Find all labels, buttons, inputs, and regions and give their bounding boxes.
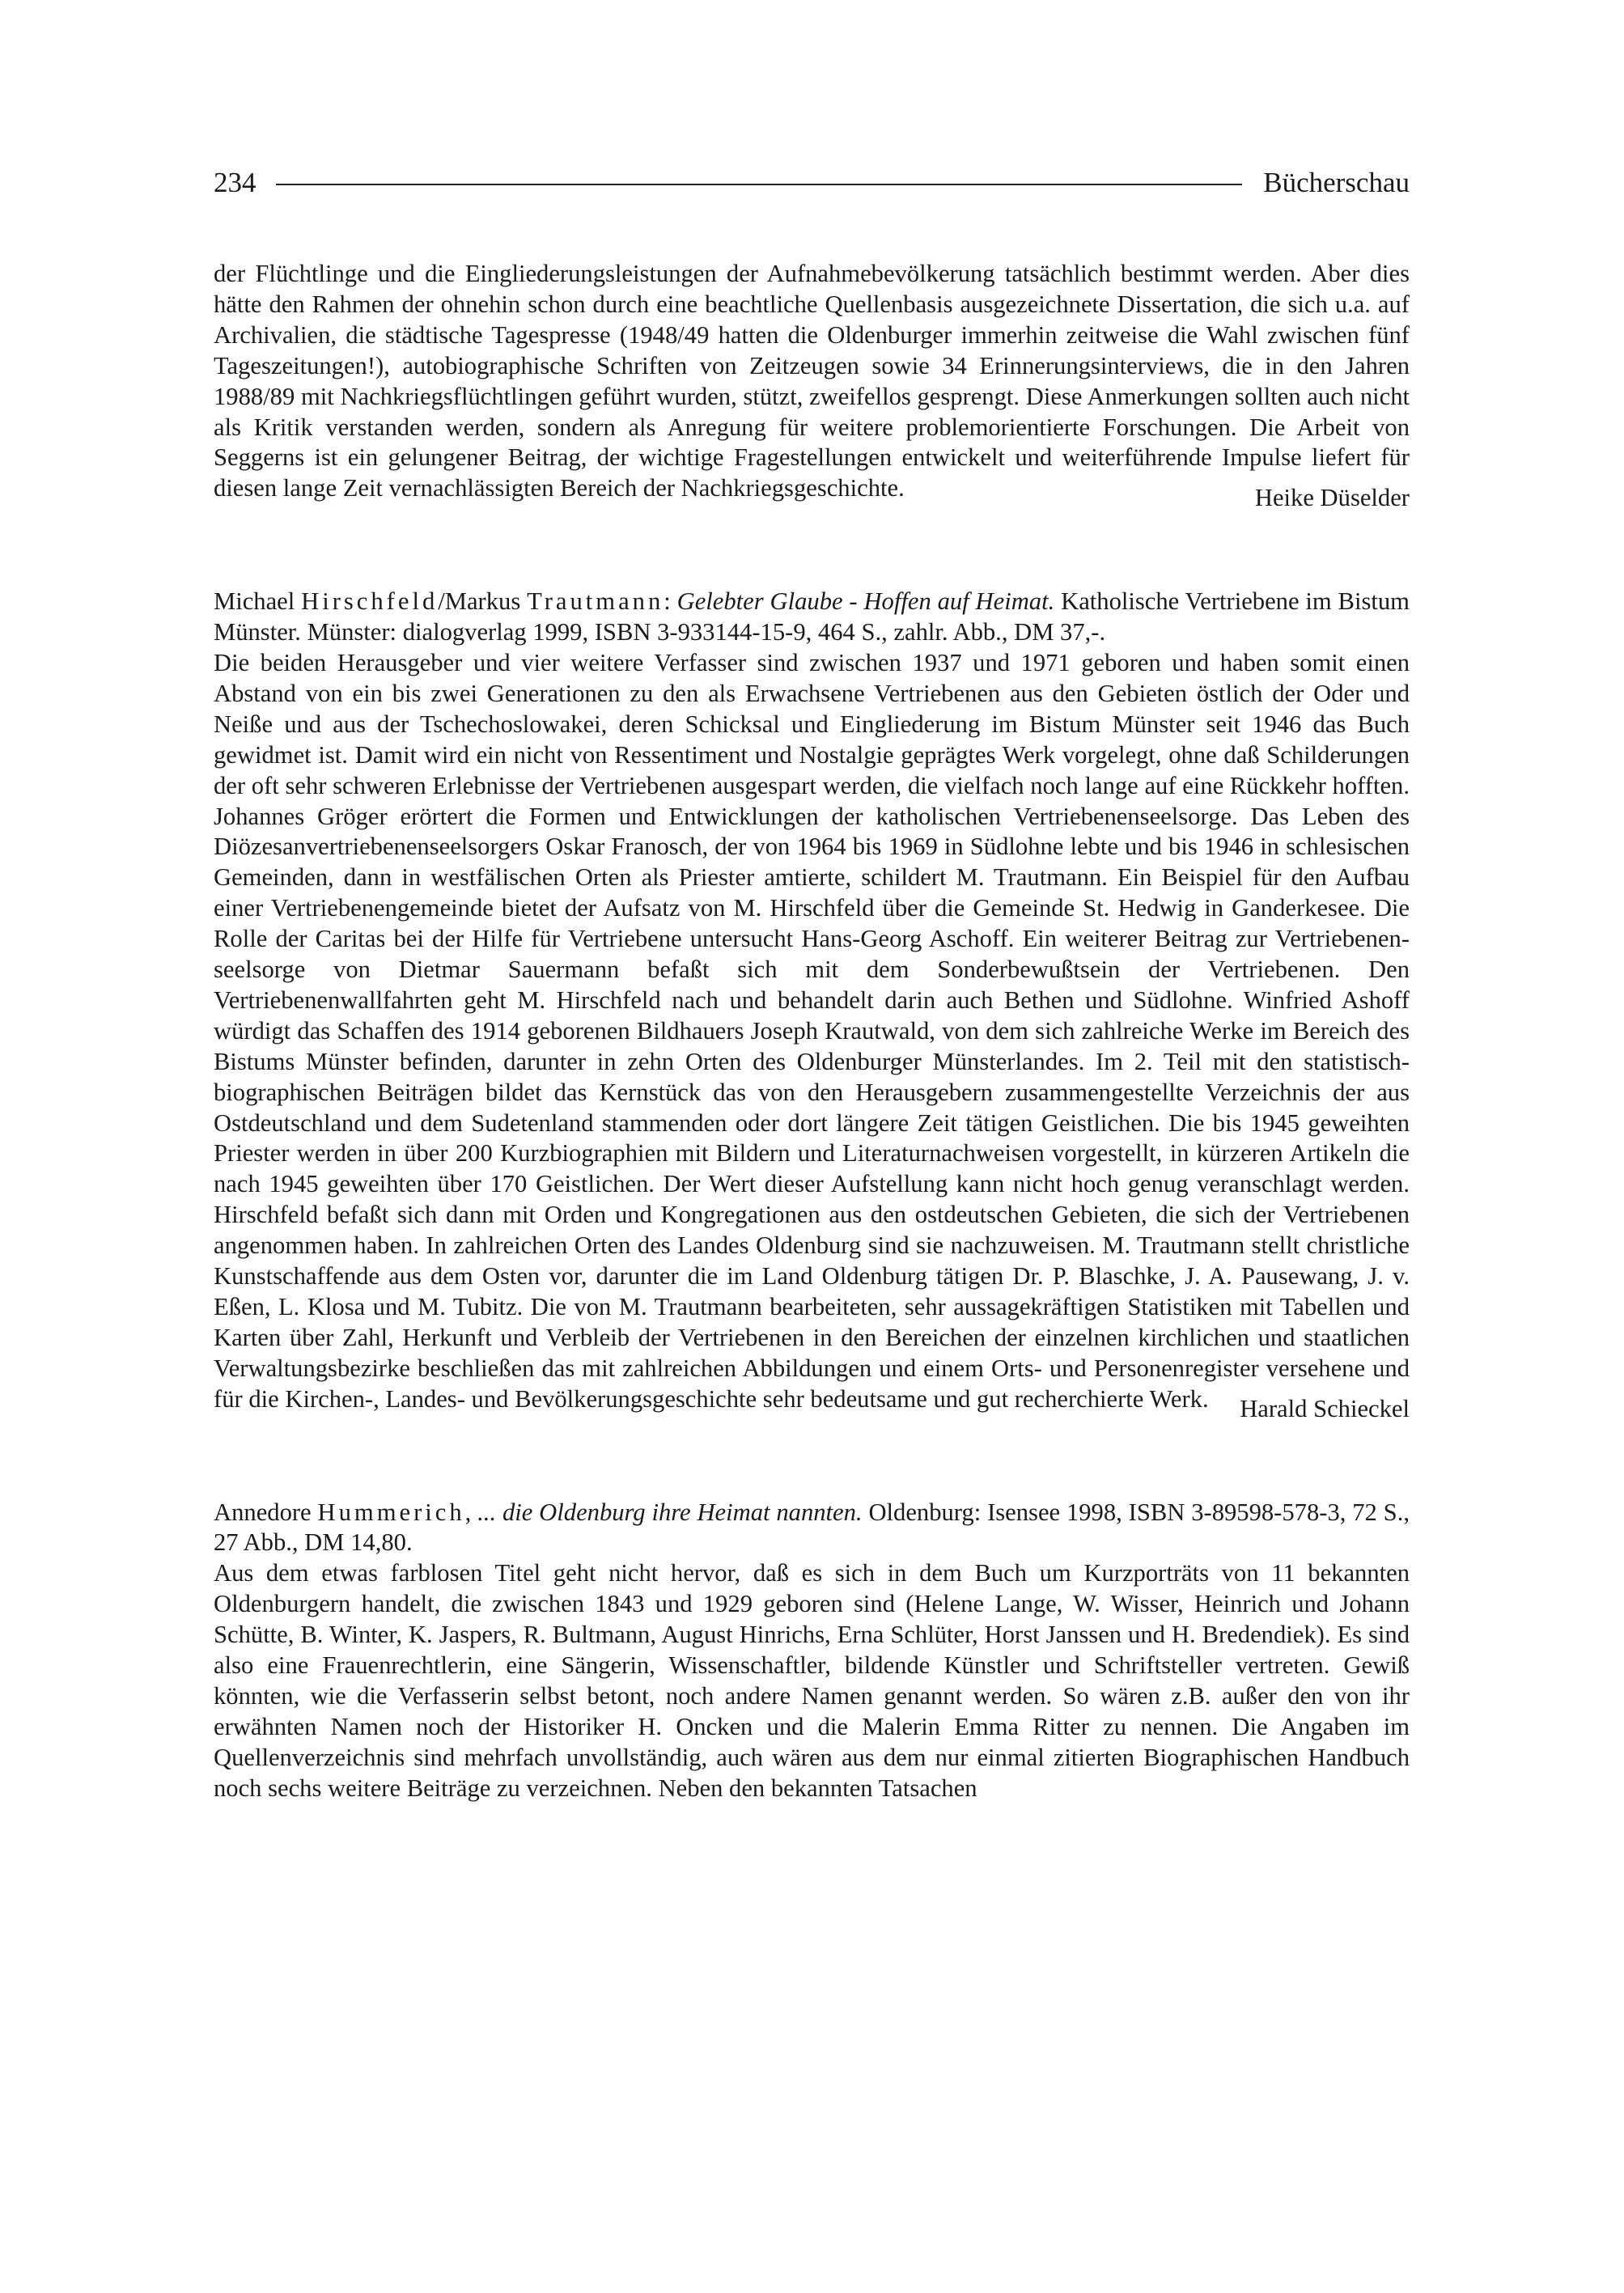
running-head bbox=[214, 159, 1410, 207]
header-rule bbox=[276, 184, 1243, 185]
book-title: Gelebter Glaube - Hoffen auf Heimat. bbox=[676, 587, 1055, 616]
book-details: Oldenburg: Isensee 1998, ISBN 3-89598-578-3, 72 S., 27 Abb., DM 14,80. bbox=[214, 1498, 1410, 1557]
page bbox=[214, 159, 1410, 1804]
author-last-name: Hummerich bbox=[317, 1498, 465, 1526]
reviewer-signature: Harald Schieckel bbox=[1240, 1394, 1410, 1422]
review-body: Die beiden Herausgeber und vier weitere Verfasser sind zwischen 1937 und 1971 geboren und haben somit einen Abstand von ein bis zwei Generationen zu den als Erwachsene Vertriebenen aus den Gebieten östlich der Oder und Neiße und aus der Tschechoslowakei, deren Schicksal und Eingliederung im Bistum Münster seit 1946 das Buch gewidmet ist. Damit wird ein nicht von Ressentiment und Nostalgie geprägtes Werk vorgelegt, ohne daß Schilderungen der oft sehr schweren Erlebnisse der Vertriebenen ausgespart werden, die vielfach noch lange auf eine Rückkehr hofften. Johannes Gröger erörtert die Formen und Entwicklungen der katholischen Vertriebenenseelsorge. Das Leben des Diözesanvertriebenenseelsorgers Oskar Franosch, der von 1964 bis 1969 in Südlohne lebte und bis 1946 in schlesischen Gemeinden, dann in westfälischen Orten als Priester amtierte, schildert M. Trautmann. Ein Beispiel für den Aufbau einer Vertriebenengemeinde bietet der Aufsatz von M. Hirschfeld über die Gemeinde St. Hedwig in Ganderkesee. Die Rolle der Caritas bei der Hilfe für Vertriebene untersucht Hans-Georg Aschoff. Ein weiterer Beitrag zur Vertriebenenseelsorge von Dietmar Sauermann befaßt sich mit dem Sonderbewußtsein der Vertriebenen. Den Vertriebenenwallfahrten geht M. Hirschfeld nach und behandelt darin auch Bethen und Südlohne. Winfried Ashoff würdigt das Schaffen des 1914 geborenen Bildhauers Joseph Krautwald, von dem sich zahlreiche Werke im Bereich des Bistums Münster befinden, darunter in zehn Orten des Oldenburger Münsterlandes. Im 2. Teil mit den statistisch-biographischen Beiträgen bildet das Kernstück das von den Herausgebern zusammengestellte Verzeichnis der aus Ostdeutschland und dem Sudetenland stammenden oder dort längere Zeit tätigen Geistlichen. Die bis 1945 geweihten Priester werden in über 200 Kurzbiographien mit Bildern und Literaturnachweisen vorgestellt, in kürzeren Artikeln die nach 1945 geweihten über 170 Geistlichen. Der Wert dieser Aufstellung kann nicht hoch genug veranschlagt werden. Hirschfeld befaßt sich dann mit Orden und Kongregationen aus den ostdeutschen Gebieten, die sich der Vertriebenen angenommen haben. In zahlreichen Orten des Landes Oldenburg sind sie nachzuweisen. M. Trautmann stellt christliche Kunstschaffende aus dem Osten vor, darunter die im Land Oldenburg tätigen Dr. P. Blaschke, J. A. Pausewang, J. v. Eßen, L. Klosa und M. Tubitz. Die von M. Trautmann bearbeiteten, sehr aussagekräftigen Statistiken mit Tabellen und Karten über Zahl, Herkunft und Verbleib der Vertriebenen in den Bereichen der einzelnen kirchlichen und staatlichen Verwaltungsbezirke beschließen das mit zahlreichen Abbildungen und einem Orts- und Personenregister versehene und für die Kirchen-, Landes- und Bevölkerungsgeschichte sehr bedeutsame und gut recherchierte Werk. bbox=[214, 648, 1410, 1413]
book-title: ... die Oldenburg ihre Heimat nannten. bbox=[477, 1498, 863, 1526]
book-citation bbox=[214, 1498, 1410, 1559]
author-first-name: Michael bbox=[214, 587, 295, 616]
author-last-name: Trautmann bbox=[527, 587, 664, 616]
review-body: der Flüchtlinge und die Eingliederungsleistungen der Aufnahmebevölkerung tatsächlich bestimmt werden. Aber dies hätte den Rahmen der ohnehin schon durch eine beachtliche Quellenbasis ausgezeichnete Dissertation, die sich u.a. auf Archivalien, die städtische Tagespresse (1948/49 hatten die Oldenburger immerhin zeitweise die Wahl zwischen fünf Tageszeitungen!), autobiographische Schriften von Zeitzeugen sowie 34 Erinnerungsinterviews, die in den Jahren 1988/89 mit Nachkriegsflüchtlingen geführt wurden, stützt, zweifellos gesprengt. Diese Anmerkungen sollten auch nicht als Kritik verstanden werden, sondern als Anregung für weitere problemorientierte Forschungen. Die Arbeit von Seggerns ist ein gelungener Beitrag, der wichtige Fragestellungen entwickelt und weiterführende Impulse liefert für diesen lange Zeit vernachlässigten Bereich der Nachkriegsgeschichte. bbox=[214, 260, 1410, 502]
section-title: Bücherschau bbox=[1263, 167, 1410, 198]
book-details: Katholische Vertriebene im Bistum Münster. Münster: dialogverlag 1999, ISBN 3-933144-15-9, 464 S., zahlr. Abb., DM 37,-. bbox=[214, 587, 1410, 646]
author-separator: / bbox=[438, 587, 445, 616]
author-first-name: Annedore bbox=[214, 1498, 312, 1526]
author-last-name: Hirschfeld bbox=[301, 587, 439, 616]
author-first-name: Markus bbox=[444, 587, 521, 616]
page-number: 234 bbox=[214, 167, 257, 198]
review-hummerich bbox=[214, 1498, 1410, 1804]
citation-colon: : bbox=[664, 587, 671, 616]
citation-comma: , bbox=[464, 1498, 472, 1526]
book-citation bbox=[214, 587, 1410, 648]
review-body: Aus dem etwas farblosen Titel geht nicht hervor, daß es sich in dem Buch um Kurzporträts von 11 bekannten Oldenburgern handelt, die zwischen 1843 und 1929 geboren sind (Helene Lange, W. Wisser, Heinrich und Johann Schütte, B. Winter, K. Jaspers, R. Bultmann, August Hinrichs, Erna Schlüter, Horst Janssen und H. Bredendiek). Es sind also eine Frauenrechtlerin, eine Sängerin, Wissenschaftler, bildende Künstler und Schriftsteller vertreten. Gewiß könnten, wie die Verfasserin selbst betont, noch andere Namen genannt werden. So wären z.B. außer den von ihr erwähnten Namen noch der Historiker H. Oncken und die Malerin Emma Ritter zu nennen. Die Angaben im Quellenverzeichnis sind mehrfach unvollständig, auch wären aus dem nur einmal zitierten Biographischen Handbuch noch sechs weitere Beiträge zu verzeichnen. Neben den bekannten Tatsachen bbox=[214, 1559, 1410, 1802]
reviewer-signature: Heike Düselder bbox=[1254, 484, 1410, 512]
review-duselder bbox=[214, 259, 1410, 514]
review-hirschfeld-trautmann bbox=[214, 587, 1410, 1424]
